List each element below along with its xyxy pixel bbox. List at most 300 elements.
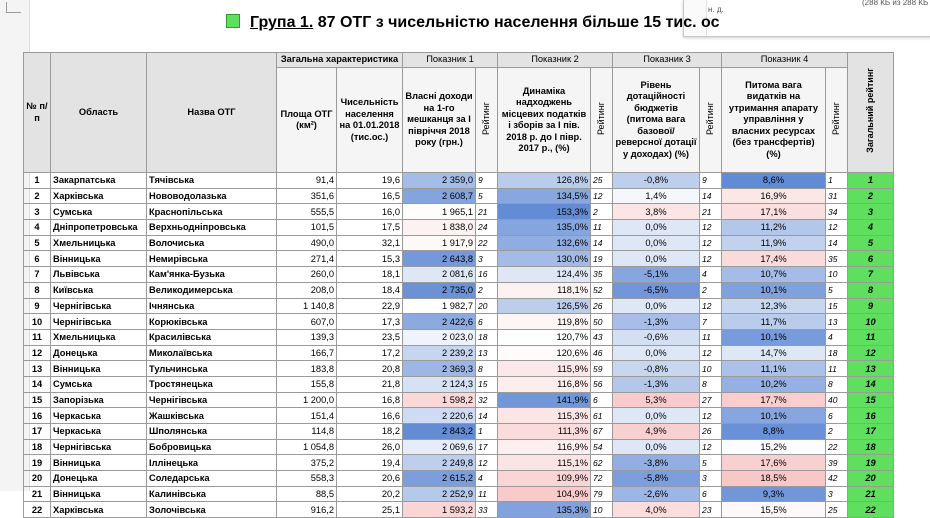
cell-p1: 1 593,2 xyxy=(403,502,476,518)
cell-r2: 59 xyxy=(591,361,613,377)
cell-r2: 6 xyxy=(591,392,613,408)
cell-p4: 8,6% xyxy=(722,173,826,189)
cell-p3: 4,0% xyxy=(613,502,700,518)
table-row xyxy=(24,204,894,220)
cell-r1: 16 xyxy=(476,267,498,283)
group-p2: Показник 2 xyxy=(498,53,613,68)
cell-p2: 120,7% xyxy=(498,329,591,345)
table-row xyxy=(24,471,894,487)
cell-area: 1 140,8 xyxy=(277,298,337,314)
cell-population: 21,8 xyxy=(337,376,403,392)
col-population: Чисельність населення на 01.01.2018 (тис.ос.) xyxy=(337,68,403,173)
rating-label: Рейтинг xyxy=(595,101,606,135)
cell-overall: 1 xyxy=(848,173,894,189)
cell-p1: 2 422,6 xyxy=(403,314,476,330)
cell-r4: 3 xyxy=(826,486,848,502)
col-r1 xyxy=(476,68,498,173)
cell-area: 555,5 xyxy=(277,204,337,220)
cell-p2: 119,8% xyxy=(498,314,591,330)
row-number: 22 xyxy=(24,502,51,518)
cell-area: 375,2 xyxy=(277,455,337,471)
cell-p3: 0,0% xyxy=(613,251,700,267)
cell-r3: 27 xyxy=(700,392,722,408)
cell-p1: 2 023,0 xyxy=(403,329,476,345)
cell-overall: 18 xyxy=(848,439,894,455)
overall-label: Загальний рейтинг xyxy=(864,68,875,154)
rating-label: Рейтинг xyxy=(704,101,715,135)
table-row xyxy=(24,188,894,204)
cell-p2: 115,1% xyxy=(498,455,591,471)
cell-r2: 56 xyxy=(591,376,613,392)
cell-r2: 10 xyxy=(591,502,613,518)
cell-otg: Бобровицька xyxy=(147,439,277,455)
row-number: 2 xyxy=(24,188,51,204)
cell-p3: 0,0% xyxy=(613,235,700,251)
table-row xyxy=(24,361,894,377)
cell-r2: 14 xyxy=(591,235,613,251)
cell-r3: 9 xyxy=(700,173,722,189)
cell-r1: 2 xyxy=(476,282,498,298)
cell-p3: 4,9% xyxy=(613,424,700,440)
cell-r4: 25 xyxy=(826,502,848,518)
cell-overall: 20 xyxy=(848,471,894,487)
table-row xyxy=(24,439,894,455)
cell-p2: 153,3% xyxy=(498,204,591,220)
cell-p2: 104,9% xyxy=(498,486,591,502)
cell-p3: -6,5% xyxy=(613,282,700,298)
cell-population: 19,6 xyxy=(337,173,403,189)
cell-r1: 32 xyxy=(476,392,498,408)
cell-overall: 11 xyxy=(848,329,894,345)
cell-r2: 2 xyxy=(591,204,613,220)
cell-p4: 18,5% xyxy=(722,471,826,487)
cell-r2: 52 xyxy=(591,282,613,298)
cell-otg: Волочиська xyxy=(147,235,277,251)
cell-r4: 31 xyxy=(826,188,848,204)
cell-oblast: Вінницька xyxy=(51,455,147,471)
cell-r1: 20 xyxy=(476,298,498,314)
col-oblast: Область xyxy=(51,53,147,173)
cell-r2: 61 xyxy=(591,408,613,424)
cell-r1: 4 xyxy=(476,471,498,487)
cell-population: 18,2 xyxy=(337,424,403,440)
cell-population: 16,5 xyxy=(337,188,403,204)
cell-r4: 35 xyxy=(826,251,848,267)
cell-p2: 126,8% xyxy=(498,173,591,189)
cell-p4: 17,6% xyxy=(722,455,826,471)
cell-overall: 6 xyxy=(848,251,894,267)
cell-overall: 22 xyxy=(848,502,894,518)
cell-otg: Великодимерська xyxy=(147,282,277,298)
cell-r3: 14 xyxy=(700,188,722,204)
row-number: 8 xyxy=(24,282,51,298)
cell-p1: 2 249,8 xyxy=(403,455,476,471)
cell-r1: 18 xyxy=(476,329,498,345)
cell-r4: 42 xyxy=(826,471,848,487)
cell-overall: 17 xyxy=(848,424,894,440)
cell-p2: 116,9% xyxy=(498,439,591,455)
row-number: 12 xyxy=(24,345,51,361)
cell-r3: 12 xyxy=(700,439,722,455)
cell-p4: 11,1% xyxy=(722,361,826,377)
col-p2: Динаміка надходжень місцевих податків і зборів за І пів. 2018 р. до І півр. 2017 р., (%) xyxy=(498,68,591,173)
cell-r4: 13 xyxy=(826,314,848,330)
cell-r4: 15 xyxy=(826,298,848,314)
title-prefix: Група 1. xyxy=(250,14,314,31)
cell-overall: 19 xyxy=(848,455,894,471)
group-p3: Показник 3 xyxy=(613,53,722,68)
cell-r4: 11 xyxy=(826,361,848,377)
cell-r2: 12 xyxy=(591,188,613,204)
cell-p1: 2 369,3 xyxy=(403,361,476,377)
cell-otg: Кам'янка-Бузька xyxy=(147,267,277,283)
cell-population: 22,9 xyxy=(337,298,403,314)
table-body xyxy=(24,173,894,518)
cell-r4: 8 xyxy=(826,376,848,392)
cell-p2: 126,5% xyxy=(498,298,591,314)
cell-r3: 3 xyxy=(700,471,722,487)
cell-oblast: Донецька xyxy=(51,345,147,361)
row-number: 15 xyxy=(24,392,51,408)
cell-otg: Красилівська xyxy=(147,329,277,345)
cell-p4: 8,8% xyxy=(722,424,826,440)
table-row xyxy=(24,251,894,267)
group-p1: Показник 1 xyxy=(403,53,498,68)
row-number: 18 xyxy=(24,439,51,455)
cell-population: 20,2 xyxy=(337,486,403,502)
cell-p4: 9,3% xyxy=(722,486,826,502)
row-number: 20 xyxy=(24,471,51,487)
cell-oblast: Вінницька xyxy=(51,486,147,502)
cell-overall: 2 xyxy=(848,188,894,204)
table-row xyxy=(24,220,894,236)
title-text: 87 ОТГ з чисельністю населення більше 15 тис. ос xyxy=(317,14,720,31)
cell-p3: -5,1% xyxy=(613,267,700,283)
cell-otg: Нововодолазька xyxy=(147,188,277,204)
cell-overall: 21 xyxy=(848,486,894,502)
cell-p3: -1,3% xyxy=(613,314,700,330)
table-row xyxy=(24,345,894,361)
cell-r3: 12 xyxy=(700,408,722,424)
cell-oblast: Запорізька xyxy=(51,392,147,408)
cell-overall: 13 xyxy=(848,361,894,377)
cell-area: 607,0 xyxy=(277,314,337,330)
popup-status: н. д. xyxy=(708,5,724,14)
cell-population: 15,3 xyxy=(337,251,403,267)
corner-mark xyxy=(6,2,21,13)
cell-population: 16,0 xyxy=(337,204,403,220)
cell-otg: Миколаївська xyxy=(147,345,277,361)
row-number: 7 xyxy=(24,267,51,283)
cell-overall: 3 xyxy=(848,204,894,220)
row-number: 16 xyxy=(24,408,51,424)
cell-otg: Корюківська xyxy=(147,314,277,330)
cell-area: 88,5 xyxy=(277,486,337,502)
cell-p1: 2 735,0 xyxy=(403,282,476,298)
cell-otg: Шполянська xyxy=(147,424,277,440)
cell-area: 208,0 xyxy=(277,282,337,298)
cell-oblast: Чернігівська xyxy=(51,314,147,330)
cell-overall: 15 xyxy=(848,392,894,408)
cell-p1: 2 615,2 xyxy=(403,471,476,487)
cell-p3: -0,8% xyxy=(613,361,700,377)
cell-r1: 24 xyxy=(476,220,498,236)
cell-r1: 3 xyxy=(476,251,498,267)
table-row xyxy=(24,392,894,408)
cell-area: 271,4 xyxy=(277,251,337,267)
cell-r3: 12 xyxy=(700,345,722,361)
cell-r2: 26 xyxy=(591,298,613,314)
row-number: 9 xyxy=(24,298,51,314)
cell-r4: 22 xyxy=(826,439,848,455)
col-r3 xyxy=(700,68,722,173)
cell-otg: Чернігівська xyxy=(147,392,277,408)
cell-r1: 12 xyxy=(476,455,498,471)
cell-r2: 25 xyxy=(591,173,613,189)
cell-r3: 4 xyxy=(700,267,722,283)
cell-p3: -5,8% xyxy=(613,471,700,487)
download-popup[interactable] xyxy=(683,0,930,37)
cell-r4: 12 xyxy=(826,220,848,236)
cell-p1: 1 917,9 xyxy=(403,235,476,251)
cell-p4: 10,2% xyxy=(722,376,826,392)
cell-population: 18,1 xyxy=(337,267,403,283)
cell-p3: 0,0% xyxy=(613,439,700,455)
table-row xyxy=(24,298,894,314)
cell-r2: 35 xyxy=(591,267,613,283)
table-row xyxy=(24,173,894,189)
cell-otg: Ічнянська xyxy=(147,298,277,314)
cell-p4: 12,3% xyxy=(722,298,826,314)
cell-r2: 67 xyxy=(591,424,613,440)
cell-r2: 54 xyxy=(591,439,613,455)
cell-p2: 118,1% xyxy=(498,282,591,298)
cell-r4: 40 xyxy=(826,392,848,408)
cell-area: 91,4 xyxy=(277,173,337,189)
cell-p2: 111,3% xyxy=(498,424,591,440)
cell-overall: 8 xyxy=(848,282,894,298)
cell-r3: 23 xyxy=(700,502,722,518)
cell-area: 101,5 xyxy=(277,220,337,236)
col-area: Площа ОТГ (км²) xyxy=(277,68,337,173)
row-number: 14 xyxy=(24,376,51,392)
cell-r1: 14 xyxy=(476,408,498,424)
cell-area: 260,0 xyxy=(277,267,337,283)
cell-r3: 11 xyxy=(700,329,722,345)
cell-r4: 10 xyxy=(826,267,848,283)
cell-population: 25,1 xyxy=(337,502,403,518)
cell-r4: 4 xyxy=(826,329,848,345)
cell-p4: 17,7% xyxy=(722,392,826,408)
table-row xyxy=(24,424,894,440)
cell-oblast: Харківська xyxy=(51,502,147,518)
cell-p2: 109,9% xyxy=(498,471,591,487)
cell-area: 1 054,8 xyxy=(277,439,337,455)
cell-r1: 1 xyxy=(476,424,498,440)
cell-oblast: Вінницька xyxy=(51,361,147,377)
cell-oblast: Сумська xyxy=(51,204,147,220)
cell-overall: 5 xyxy=(848,235,894,251)
table-row xyxy=(24,282,894,298)
cell-p1: 2 069,6 xyxy=(403,439,476,455)
cell-population: 17,2 xyxy=(337,345,403,361)
cell-population: 17,5 xyxy=(337,220,403,236)
cell-p1: 2 239,2 xyxy=(403,345,476,361)
col-r4 xyxy=(826,68,848,173)
col-num: № п/п xyxy=(24,53,51,173)
cell-otg: Жашківська xyxy=(147,408,277,424)
cell-r1: 33 xyxy=(476,502,498,518)
col-overall xyxy=(848,53,894,173)
cell-p1: 2 843,2 xyxy=(403,424,476,440)
cell-area: 1 200,0 xyxy=(277,392,337,408)
cell-r3: 2 xyxy=(700,282,722,298)
cell-p3: 0,0% xyxy=(613,408,700,424)
cell-r4: 2 xyxy=(826,424,848,440)
col-p4: Питома вага видатків на утримання апарату управління у власних ресурсах (без трансфертів) (%) xyxy=(722,68,826,173)
cell-r2: 19 xyxy=(591,251,613,267)
rating-label: Рейтинг xyxy=(480,101,491,135)
cell-p1: 2 643,8 xyxy=(403,251,476,267)
cell-p3: -2,6% xyxy=(613,486,700,502)
cell-r1: 5 xyxy=(476,188,498,204)
cell-p1: 2 252,9 xyxy=(403,486,476,502)
cell-area: 183,8 xyxy=(277,361,337,377)
col-p3: Рівень дотаційності бюджетів (питома вага базової/ реверсної дотації у доходах) (%) xyxy=(613,68,700,173)
col-p1: Власні доходи на 1-го мешканця за І півріччя 2018 року (грн.) xyxy=(403,68,476,173)
cell-population: 20,6 xyxy=(337,471,403,487)
cell-r3: 5 xyxy=(700,455,722,471)
cell-otg: Краснопільська xyxy=(147,204,277,220)
cell-r3: 12 xyxy=(700,298,722,314)
row-number: 17 xyxy=(24,424,51,440)
cell-p3: -0,8% xyxy=(613,173,700,189)
cell-r1: 9 xyxy=(476,173,498,189)
cell-area: 114,8 xyxy=(277,424,337,440)
cell-population: 23,5 xyxy=(337,329,403,345)
cell-area: 166,7 xyxy=(277,345,337,361)
group-header-row xyxy=(24,53,894,68)
cell-area: 558,3 xyxy=(277,471,337,487)
cell-p2: 120,6% xyxy=(498,345,591,361)
group-marker-icon xyxy=(226,14,240,28)
cell-p4: 11,9% xyxy=(722,235,826,251)
cell-p1: 2 081,6 xyxy=(403,267,476,283)
cell-oblast: Чернігівська xyxy=(51,439,147,455)
cell-p4: 10,7% xyxy=(722,267,826,283)
cell-p4: 10,1% xyxy=(722,408,826,424)
cell-otg: Верхньодніпровська xyxy=(147,220,277,236)
cell-p4: 17,1% xyxy=(722,204,826,220)
cell-oblast: Чернігівська xyxy=(51,298,147,314)
cell-oblast: Донецька xyxy=(51,471,147,487)
cell-r3: 8 xyxy=(700,376,722,392)
cell-r1: 6 xyxy=(476,314,498,330)
cell-population: 20,8 xyxy=(337,361,403,377)
cell-population: 32,1 xyxy=(337,235,403,251)
cell-p2: 135,3% xyxy=(498,502,591,518)
cell-r3: 12 xyxy=(700,235,722,251)
page-title xyxy=(226,14,719,32)
cell-r4: 18 xyxy=(826,345,848,361)
cell-r2: 43 xyxy=(591,329,613,345)
cell-r2: 11 xyxy=(591,220,613,236)
cell-oblast: Хмельницька xyxy=(51,329,147,345)
cell-p3: -1,3% xyxy=(613,376,700,392)
row-number: 1 xyxy=(24,173,51,189)
cell-otg: Калинівська xyxy=(147,486,277,502)
cell-r3: 10 xyxy=(700,361,722,377)
cell-r4: 39 xyxy=(826,455,848,471)
cell-p2: 132,6% xyxy=(498,235,591,251)
cell-r4: 34 xyxy=(826,204,848,220)
col-otg: Назва ОТГ xyxy=(147,53,277,173)
cell-p3: 0,0% xyxy=(613,345,700,361)
table-row xyxy=(24,486,894,502)
row-number: 4 xyxy=(24,220,51,236)
cell-p2: 141,9% xyxy=(498,392,591,408)
cell-p1: 1 982,7 xyxy=(403,298,476,314)
cell-r1: 22 xyxy=(476,235,498,251)
cell-p4: 10,1% xyxy=(722,329,826,345)
cell-r3: 12 xyxy=(700,220,722,236)
cell-r3: 21 xyxy=(700,204,722,220)
cell-p1: 1 598,2 xyxy=(403,392,476,408)
cell-r4: 14 xyxy=(826,235,848,251)
table-row xyxy=(24,235,894,251)
cell-overall: 10 xyxy=(848,314,894,330)
table-row xyxy=(24,408,894,424)
cell-r2: 79 xyxy=(591,486,613,502)
cell-r3: 6 xyxy=(700,486,722,502)
cell-p2: 116,8% xyxy=(498,376,591,392)
cell-overall: 9 xyxy=(848,298,894,314)
cell-p4: 11,7% xyxy=(722,314,826,330)
cell-r3: 7 xyxy=(700,314,722,330)
cell-population: 18,4 xyxy=(337,282,403,298)
cell-p4: 16,9% xyxy=(722,188,826,204)
cell-p3: -3,8% xyxy=(613,455,700,471)
table-row xyxy=(24,329,894,345)
row-number: 6 xyxy=(24,251,51,267)
rating-label: Рейтинг xyxy=(830,101,841,135)
cell-area: 490,0 xyxy=(277,235,337,251)
table-row xyxy=(24,267,894,283)
cell-otg: Тростянецька xyxy=(147,376,277,392)
cell-population: 17,3 xyxy=(337,314,403,330)
cell-population: 16,8 xyxy=(337,392,403,408)
cell-oblast: Сумська xyxy=(51,376,147,392)
cell-p2: 135,0% xyxy=(498,220,591,236)
row-number: 5 xyxy=(24,235,51,251)
cell-r2: 50 xyxy=(591,314,613,330)
cell-p2: 115,9% xyxy=(498,361,591,377)
cell-oblast: Київська xyxy=(51,282,147,298)
cell-r3: 26 xyxy=(700,424,722,440)
cell-p1: 2 359,0 xyxy=(403,173,476,189)
cell-overall: 7 xyxy=(848,267,894,283)
cell-p4: 11,2% xyxy=(722,220,826,236)
cell-p3: 0,0% xyxy=(613,298,700,314)
cell-oblast: Львівська xyxy=(51,267,147,283)
cell-r2: 72 xyxy=(591,471,613,487)
cell-p3: 1,4% xyxy=(613,188,700,204)
row-number: 3 xyxy=(24,204,51,220)
cell-area: 139,3 xyxy=(277,329,337,345)
cell-p3: 3,8% xyxy=(613,204,700,220)
cell-area: 351,6 xyxy=(277,188,337,204)
cell-area: 916,2 xyxy=(277,502,337,518)
